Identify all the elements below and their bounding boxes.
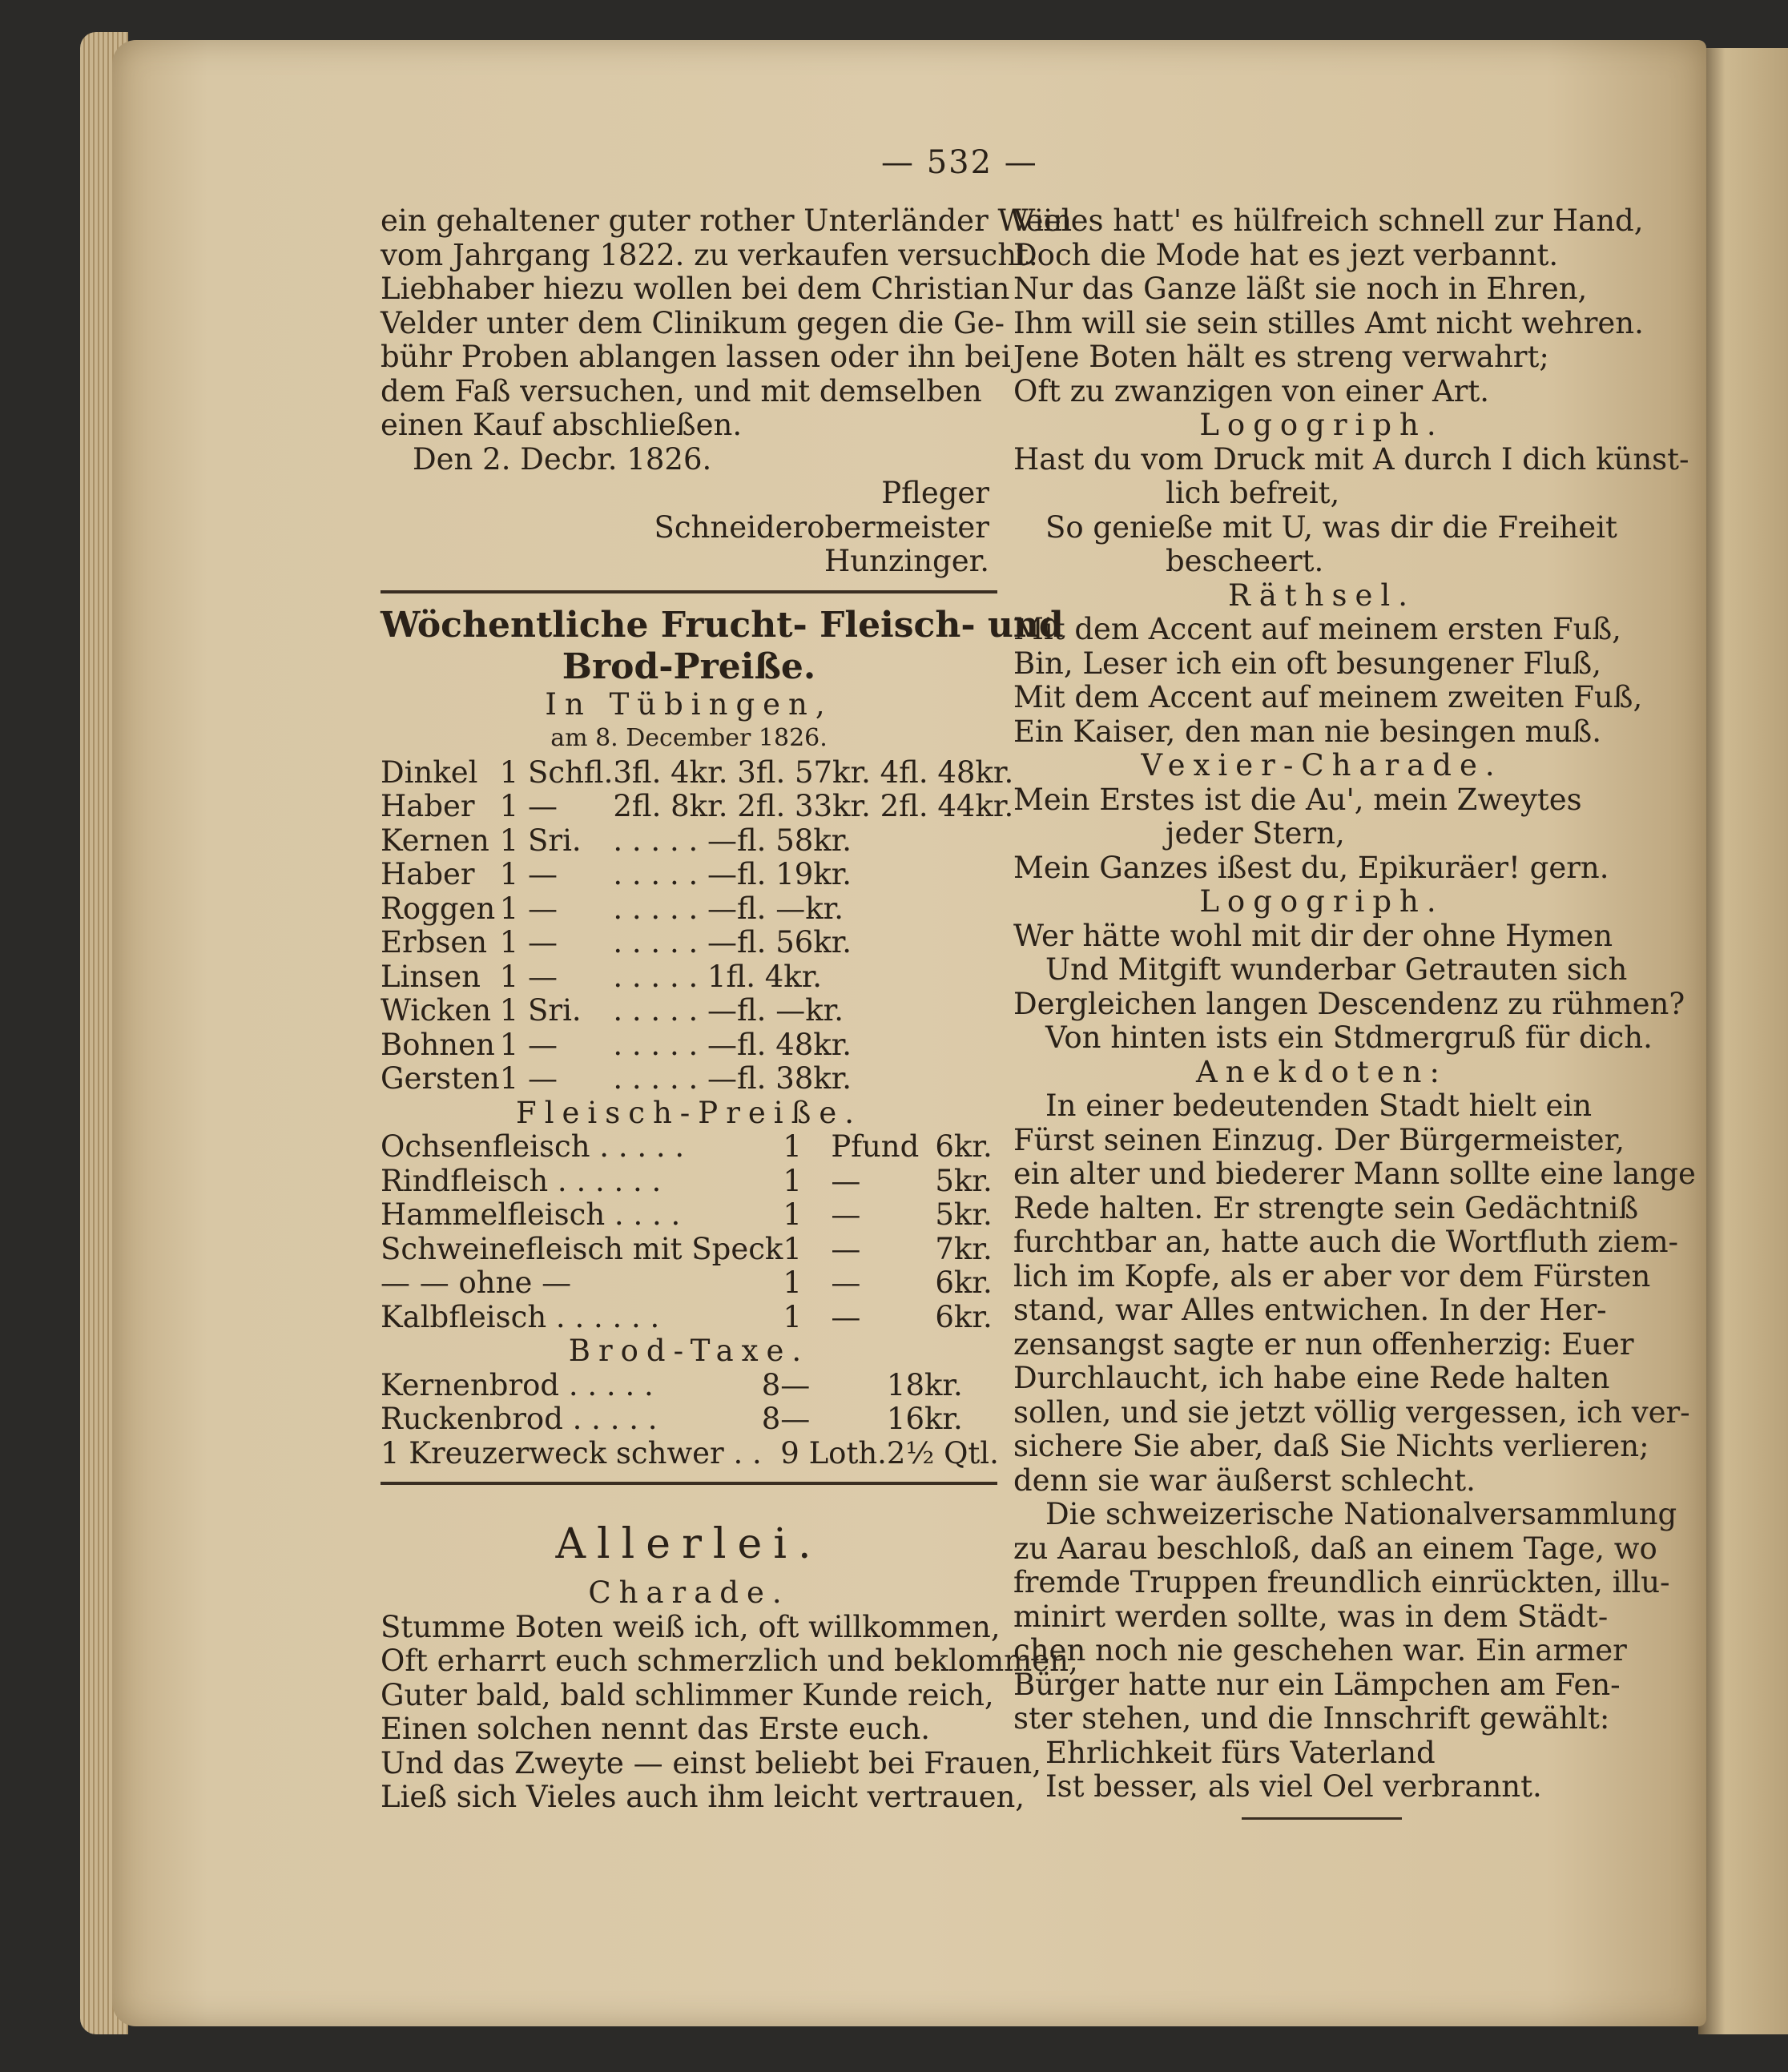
table-row: 1 Kreuzerweck schwer . . 9 Loth. 2½ Qtl.: [381, 1435, 999, 1471]
prose-line: stand, war Alles entwichen. In der Her-: [1013, 1293, 1607, 1327]
inscription-line: Ist besser, als viel Oel verbrannt.: [1045, 1769, 1542, 1804]
prose-line: sichere Sie aber, daß Sie Nichts verlieren;: [1013, 1429, 1649, 1463]
page-number: — 532 —: [881, 144, 1038, 181]
notice-line: einen Kauf abschließen.: [381, 408, 743, 442]
prose-line: furchtbar an, hatte auch die Wortfluth ziem-: [1013, 1225, 1679, 1259]
table-row: Erbsen 1 — . . . . . —fl. 56kr.: [381, 925, 852, 960]
prose-line: denn sie war äußerst schlecht.: [1013, 1462, 1476, 1498]
end-rule: [1242, 1817, 1402, 1820]
place-heading: In Tübingen,: [545, 686, 833, 722]
wine-notice: [381, 203, 1073, 579]
signature-line: Schneiderobermeister: [654, 509, 989, 545]
grain-price-table: [381, 756, 1013, 1096]
poem-line: Dergleichen langen Descendenz zu rühmen?: [1013, 986, 1685, 1021]
bread-prices-title: Brod-Taxe.: [568, 1334, 810, 1368]
vexier-charade-title: Vexier-Charade.: [1141, 748, 1503, 783]
poem-line: Und Mitgift wunderbar Getrauten sich: [1045, 952, 1628, 987]
prose-line: ster stehen, und die Innschrift gewählt:: [1013, 1701, 1610, 1736]
bread-price-table: [381, 1369, 999, 1471]
prose-line: zu Aarau beschloß, daß an einem Tage, wo: [1013, 1531, 1657, 1566]
poem-line: Und das Zweyte — einst beliebt bei Frauen,: [381, 1745, 1041, 1780]
table-row: Ruckenbrod . . . . . 8 — 16kr.: [381, 1402, 963, 1436]
poem-line: So genieße mit U, was dir die Freiheit: [1045, 509, 1617, 545]
table-row: Kernen 1 Sri. . . . . . —fl. 58kr.: [381, 823, 852, 858]
raethsel-title: Räthsel.: [1228, 577, 1416, 613]
notice-line: ein gehaltener guter rother Unterländer Wein: [381, 203, 1073, 238]
prose-line: Bürger hatte nur ein Lämpchen am Fen-: [1013, 1667, 1621, 1702]
table-row: Schweinefleisch mit Speck 1 — 7kr.: [381, 1231, 993, 1266]
table-row: Wicken 1 Sri. . . . . . —fl. —kr.: [381, 993, 844, 1028]
prose-line: In einer bedeutenden Stadt hielt ein: [1045, 1088, 1593, 1123]
notice-line: vom Jahrgang 1822. zu verkaufen versucht.: [381, 237, 1038, 272]
prose-line: chen noch nie geschehen war. Ein armer: [1013, 1633, 1627, 1668]
prices-title: Brod-Preiße.: [562, 646, 816, 687]
poem-line: Bin, Leser ich ein oft besungener Fluß,: [1013, 646, 1602, 681]
signature-line: Pfleger: [881, 476, 989, 510]
table-row: Haber 1 — 2fl. 8kr. 2fl. 33kr. 2fl. 44kr.: [381, 789, 1014, 823]
prose-line: ein alter und biederer Mann sollte eine lange: [1013, 1157, 1696, 1191]
poem-line: Mit dem Accent auf meinem ersten Fuß,: [1013, 612, 1621, 646]
poem-line: Ließ sich Vieles auch ihm leicht vertrauen,: [381, 1780, 1025, 1814]
allerlei-title: Allerlei.: [555, 1520, 823, 1568]
poem-line: Guter bald, bald schlimmer Kunde reich,: [381, 1677, 994, 1712]
poem-line: lich befreit,: [1166, 476, 1340, 510]
poem-line: jeder Stern,: [1166, 816, 1345, 851]
poem-line: Einen solchen nennt das Erste euch.: [381, 1712, 931, 1746]
logogriph-title: Logogriph.: [1199, 884, 1444, 919]
poem-line: Von hinten ists ein Stdmergruß für dich.: [1045, 1020, 1653, 1055]
section-rule: [381, 1482, 997, 1485]
prose-line: zensangst sagte er nun offenherzig: Euer: [1013, 1326, 1634, 1362]
prose-line: Durchlaucht, ich habe eine Rede halten: [1013, 1361, 1610, 1395]
notice-date: Den 2. Decbr. 1826.: [413, 441, 712, 477]
notice-line: dem Faß versuchen, und mit demselben: [381, 373, 982, 408]
table-row: Ochsenfleisch . . . . . 1 Pfund 6kr.: [381, 1129, 993, 1164]
prose-line: Rede halten. Er strengte sein Gedächtniß: [1013, 1190, 1639, 1225]
spacer: [381, 1496, 997, 1512]
charade-title: Charade.: [588, 1575, 790, 1610]
table-row: Gersten 1 — . . . . . —fl. 38kr.: [381, 1061, 852, 1096]
prose-line: sollen, und sie jetzt völlig vergessen, ich ver-: [1013, 1394, 1690, 1430]
prices-title: Wöchentliche Frucht- Fleisch- und: [381, 604, 1064, 646]
prose-line: fremde Truppen freundlich einrückten, illu-: [1013, 1565, 1670, 1599]
meat-price-table: [381, 1130, 997, 1334]
prose-line: lich im Kopfe, als er aber vor dem Fürsten: [1013, 1258, 1651, 1293]
next-page-edge: [1698, 48, 1788, 2034]
poem-line: Wer hätte wohl mit dir der ohne Hymen: [1013, 918, 1613, 953]
table-row: Hammelfleisch . . . . 1 — 5kr.: [381, 1197, 993, 1232]
poem-line: Mit dem Accent auf meinem zweiten Fuß,: [1013, 680, 1643, 714]
meat-prices-title: Fleisch-Preiße.: [516, 1095, 862, 1130]
signature-line: Hunzinger.: [824, 544, 989, 578]
section-rule: [381, 590, 997, 593]
poem-line: Stumme Boten weiß ich, oft willkommen,: [381, 1609, 1001, 1644]
poem-line: Mein Ganzes ißest du, Epikuräer! gern.: [1013, 850, 1609, 885]
table-row: Linsen 1 — . . . . . 1fl. 4kr.: [381, 959, 823, 994]
table-row: Dinkel 1 Schfl. 3fl. 4kr. 3fl. 57kr. 4fl. 48kr.: [381, 754, 1014, 790]
poem-line: Mein Erstes ist die Au', mein Zweytes: [1013, 782, 1582, 817]
left-column: [381, 203, 1078, 1815]
logogriph-title: Logogriph.: [1199, 408, 1444, 442]
table-row: Kernenbrod . . . . . 8 — 18kr.: [381, 1367, 963, 1402]
notice-line: bühr Proben ablangen lassen oder ihn bei: [381, 340, 1011, 374]
inscription-line: Ehrlichkeit fürs Vaterland: [1045, 1735, 1436, 1770]
poem-line: bescheert.: [1166, 544, 1324, 578]
poem-line: Vieles hatt' es hülfreich schnell zur Hand,: [1013, 203, 1644, 238]
poem-line: Ein Kaiser, den man nie besingen muß.: [1013, 714, 1602, 749]
right-column: [1013, 203, 1696, 1833]
notice-line: Velder unter dem Clinikum gegen die Ge-: [381, 305, 1005, 340]
place-date: am 8. December 1826.: [550, 724, 828, 752]
prose-line: Fürst seinen Einzug. Der Bürgermeister,: [1013, 1122, 1625, 1157]
table-row: Bohnen 1 — . . . . . —fl. 48kr.: [381, 1027, 852, 1062]
prose-line: Die schweizerische Nationalversammlung: [1045, 1497, 1677, 1531]
poem-line: Jene Boten hält es streng verwahrt;: [1013, 340, 1549, 374]
anekdoten-title: Anekdoten:: [1196, 1054, 1448, 1089]
poem-line: Oft zu zwanzigen von einer Art.: [1013, 373, 1490, 408]
notice-line: Liebhaber hiezu wollen bei dem Christian: [381, 272, 1010, 306]
table-row: Haber 1 — . . . . . —fl. 19kr.: [381, 857, 852, 891]
table-row: Rindfleisch . . . . . . 1 — 5kr.: [381, 1163, 993, 1198]
poem-line: Nur das Ganze läßt sie noch in Ehren,: [1013, 272, 1588, 306]
table-row: — — ohne — 1 — 6kr.: [381, 1265, 993, 1300]
table-row: Roggen 1 — . . . . . —fl. —kr.: [381, 891, 844, 926]
prose-line: minirt werden sollte, was in dem Städt-: [1013, 1599, 1609, 1634]
poem-line: Oft erharrt euch schmerzlich und beklommen,: [381, 1644, 1078, 1678]
poem-line: Doch die Mode hat es jezt verbannt.: [1013, 237, 1559, 272]
poem-line: Ihm will sie sein stilles Amt nicht wehren.: [1013, 305, 1644, 340]
table-row: Kalbfleisch . . . . . . 1 — 6kr.: [381, 1299, 993, 1334]
poem-line: Hast du vom Druck mit A durch I dich künst-: [1013, 441, 1689, 477]
